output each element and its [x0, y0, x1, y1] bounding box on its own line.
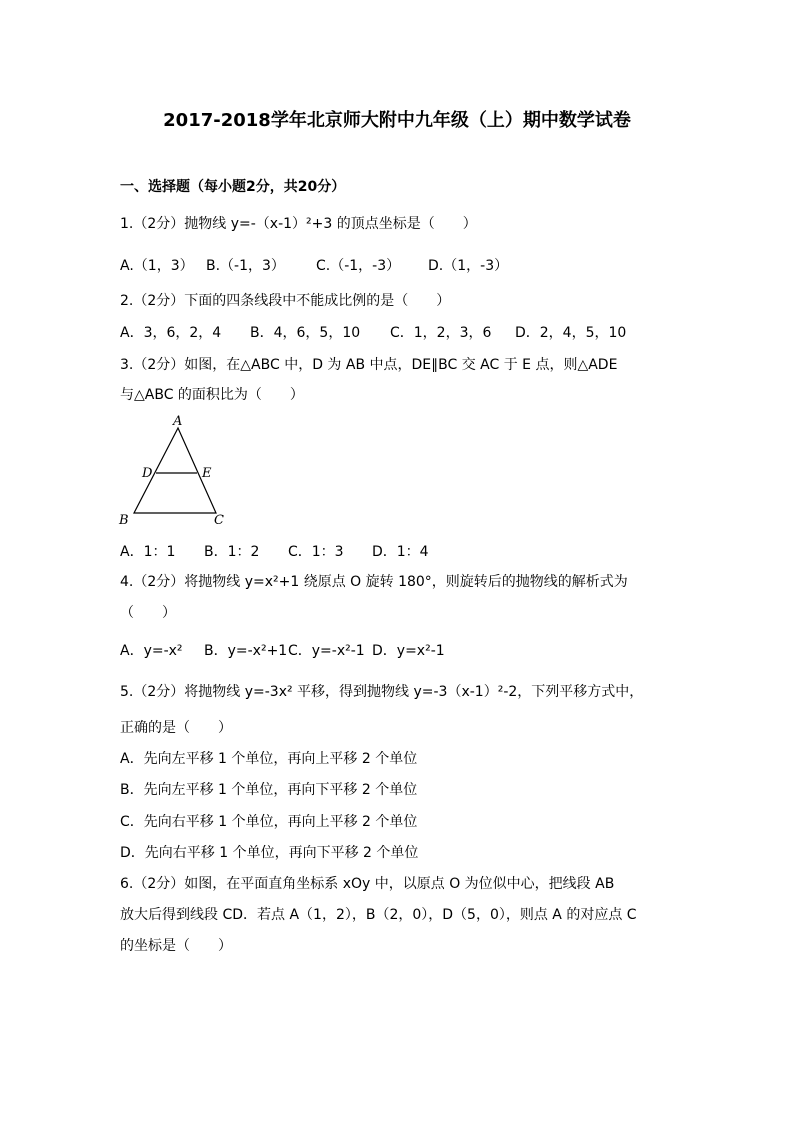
option-c: C．1，2，3，6	[390, 325, 492, 341]
option-d: D．2，4，5，10	[515, 325, 627, 341]
question-6-stem-line1: 6.（2分）如图，在平面直角坐标系 xOy 中，以原点 O 为位似中心，把线段 AB	[120, 876, 615, 892]
option-b: B．4，6，5，10	[250, 325, 361, 341]
question-6-stem-line3: 的坐标是（ ）	[120, 938, 232, 954]
question-4-stem-line2: （ ）	[120, 605, 176, 621]
option-b: B.（-1，3）	[206, 258, 285, 274]
question-1-stem: 1.（2分）抛物线 y=-（x-1）²+3 的顶点坐标是（ ）	[120, 216, 477, 232]
section-heading: 一、选择题（每小题2分，共20分）	[120, 179, 346, 195]
question-4-options	[120, 640, 445, 660]
question-5-option-d: D．先向右平移 1 个单位，再向下平移 2 个单位	[120, 845, 419, 861]
question-4-stem-line1: 4.（2分）将抛物线 y=x²+1 绕原点 O 旋转 180°，则旋转后的抛物线的解析式为	[120, 574, 628, 590]
label-e: E	[202, 466, 212, 481]
label-d: D	[142, 466, 153, 481]
option-c: C．1：3	[288, 544, 344, 560]
option-d: D．1：4	[372, 544, 429, 560]
option-d: D．y=x²-1	[372, 643, 445, 659]
option-d: D.（1，-3）	[428, 258, 509, 274]
question-2-options	[120, 322, 626, 342]
option-a: A.（1，3）	[120, 258, 194, 274]
question-1-options	[120, 255, 508, 275]
triangle-figure	[115, 412, 235, 530]
question-2-stem: 2.（2分）下面的四条线段中不能成比例的是（ ）	[120, 293, 451, 309]
label-c: C	[214, 513, 224, 528]
question-3-options	[120, 541, 429, 561]
label-a: A	[173, 414, 183, 429]
option-a: A．y=-x²	[120, 643, 183, 659]
option-b: B．y=-x²+1	[204, 643, 288, 659]
option-c: C.（-1，-3）	[316, 258, 401, 274]
question-5-option-a: A．先向左平移 1 个单位，再向上平移 2 个单位	[120, 751, 418, 767]
question-6-stem-line2: 放大后得到线段 CD．若点 A（1，2），B（2，0），D（5，0），则点 A 的对应点 C	[120, 907, 637, 923]
question-5-stem-line2: 正确的是（ ）	[120, 720, 232, 736]
page-title: 2017-2018学年北京师大附中九年级（上）期中数学试卷	[163, 110, 631, 131]
question-5-stem-line1: 5.（2分）将抛物线 y=-3x² 平移，得到抛物线 y=-3（x-1）²-2，下列平移方式中，	[120, 684, 644, 700]
option-a: A．3，6，2，4	[120, 325, 222, 341]
question-5-option-c: C．先向右平移 1 个单位，再向上平移 2 个单位	[120, 814, 418, 830]
question-5-option-b: B．先向左平移 1 个单位，再向下平移 2 个单位	[120, 782, 418, 798]
option-c: C．y=-x²-1	[288, 643, 365, 659]
option-a: A．1：1	[120, 544, 176, 560]
question-3-stem-line2: 与△ABC 的面积比为（ ）	[120, 387, 304, 403]
question-3-stem-line1: 3.（2分）如图，在△ABC 中，D 为 AB 中点，DE∥BC 交 AC 于 E 点，则△ADE	[120, 357, 618, 373]
label-b: B	[119, 513, 129, 528]
option-b: B．1：2	[204, 544, 260, 560]
